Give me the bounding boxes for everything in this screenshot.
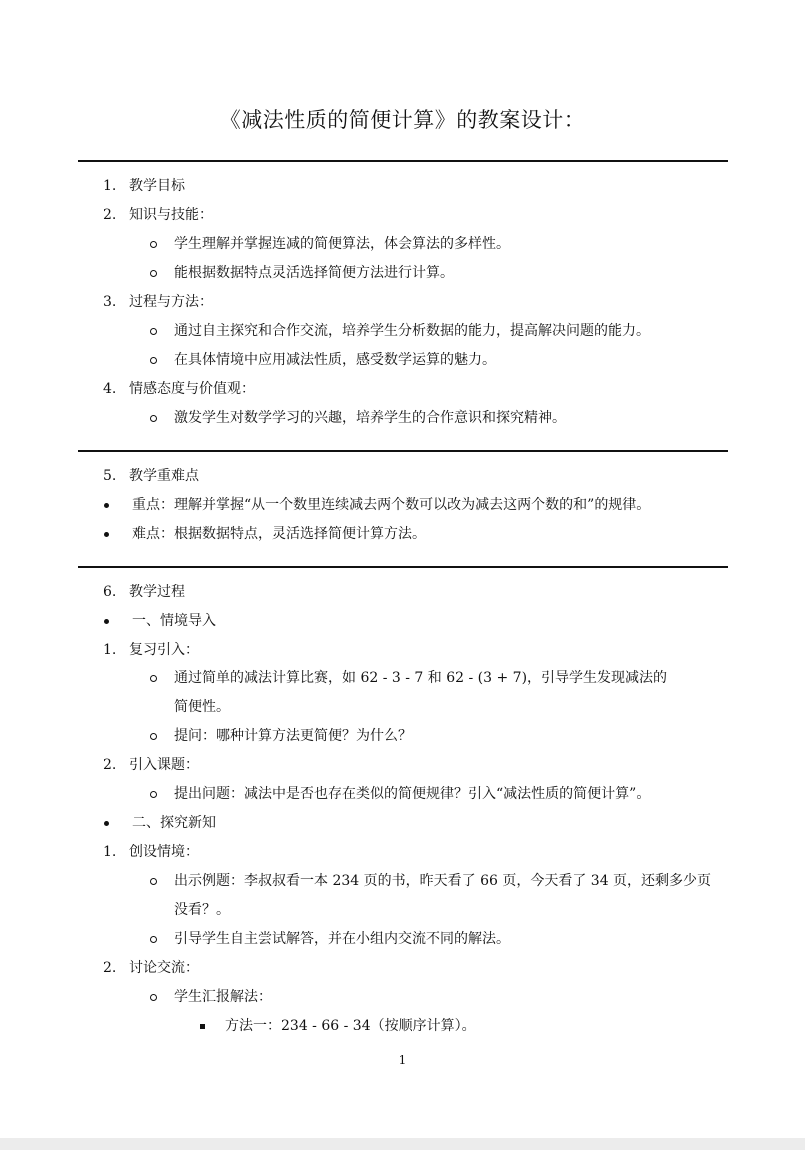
heading-review xyxy=(103,640,199,660)
list-item xyxy=(132,611,216,631)
list-item-text: 出示例题：李叔叔看一本 234 页的书，昨天看了 66 页，今天看了 34 页，还剩多少页 xyxy=(174,873,712,889)
list-item-text: 通过简单的减法计算比赛，如 62 - 3 - 7 和 62 - (3 + 7)，引导学生发现减法的 xyxy=(174,670,668,686)
list-item-text: 提出问题：减法中是否也存在类似的简便规律？引入“减法性质的简便计算”。 xyxy=(174,786,651,802)
list-item xyxy=(174,350,496,370)
list-item-text: 在具体情境中应用减法性质，感受数学运算的魅力。 xyxy=(174,352,496,368)
heading-knowledge-skills xyxy=(103,205,213,225)
item-number: 1. xyxy=(103,642,117,658)
list-item xyxy=(174,408,566,428)
heading-text: 情感态度与价值观： xyxy=(129,381,255,397)
circle-bullet-icon xyxy=(150,994,157,1001)
circle-bullet-icon xyxy=(150,675,157,682)
document-title: 《减法性质的简便计算》的教案设计： xyxy=(219,108,586,132)
heading-text: 教学重难点 xyxy=(129,468,199,484)
list-item-text: 二、探究新知 xyxy=(132,815,216,831)
square-bullet-icon xyxy=(200,1024,205,1029)
circle-bullet-icon xyxy=(150,357,157,364)
circle-bullet-icon xyxy=(150,415,157,422)
bullet-icon xyxy=(104,821,109,826)
circle-bullet-icon xyxy=(150,936,157,943)
page-footer-strip xyxy=(0,1138,805,1150)
list-item xyxy=(174,263,454,283)
bullet-icon xyxy=(104,532,109,537)
heading-teaching-goals xyxy=(103,176,185,196)
list-item xyxy=(174,784,650,804)
circle-bullet-icon xyxy=(150,328,157,335)
heading-text: 过程与方法： xyxy=(129,294,213,310)
section-divider xyxy=(78,566,728,568)
heading-teaching-process xyxy=(103,582,185,602)
list-item xyxy=(225,1016,476,1036)
circle-bullet-icon xyxy=(150,791,157,798)
item-number: 1. xyxy=(103,844,117,860)
list-item-text: 重点：理解并掌握“从一个数里连续减去两个数可以改为减去这两个数的和”的规律。 xyxy=(132,497,651,513)
section-divider xyxy=(78,160,728,162)
heading-attitude-values xyxy=(103,379,255,399)
bullet-icon xyxy=(104,503,109,508)
heading-text: 教学过程 xyxy=(129,584,185,600)
bullet-icon xyxy=(104,619,109,624)
heading-text: 创设情境： xyxy=(129,844,199,860)
circle-bullet-icon xyxy=(150,878,157,885)
list-item-text: 引导学生自主尝试解答，并在小组内交流不同的解法。 xyxy=(174,931,510,947)
list-item xyxy=(174,987,272,1007)
item-number: 6. xyxy=(103,584,117,600)
list-item-text: 激发学生对数学学习的兴趣，培养学生的合作意识和探究精神。 xyxy=(174,410,566,426)
list-item-text: 学生理解并掌握连减的简便算法，体会算法的多样性。 xyxy=(174,236,510,252)
list-item xyxy=(132,495,650,515)
circle-bullet-icon xyxy=(150,241,157,248)
heading-process-methods xyxy=(103,292,213,312)
item-number: 4. xyxy=(103,381,117,397)
heading-create-scenario xyxy=(103,842,199,862)
heading-text: 教学目标 xyxy=(129,178,185,194)
list-item-continuation: 没看？。 xyxy=(174,902,230,918)
list-item xyxy=(174,668,667,688)
list-item-text: 通过自主探究和合作交流，培养学生分析数据的能力，提高解决问题的能力。 xyxy=(174,323,650,339)
list-item-text: 学生汇报解法： xyxy=(174,989,272,1005)
page-number: 1 xyxy=(398,1053,407,1067)
heading-text: 引入课题： xyxy=(129,757,199,773)
heading-text: 讨论交流： xyxy=(129,960,199,976)
list-item xyxy=(132,813,216,833)
item-number: 2. xyxy=(103,960,117,976)
heading-introduce-topic xyxy=(103,755,199,775)
list-item-text: 方法一：234 - 66 - 34（按顺序计算）。 xyxy=(225,1018,476,1034)
list-item-text: 难点：根据数据特点，灵活选择简便计算方法。 xyxy=(132,526,426,542)
heading-text: 知识与技能： xyxy=(129,207,213,223)
list-item xyxy=(174,929,510,949)
item-number: 2. xyxy=(103,207,117,223)
heading-discussion xyxy=(103,958,199,978)
list-item xyxy=(174,321,650,341)
item-number: 3. xyxy=(103,294,117,310)
list-item xyxy=(132,524,426,544)
list-item xyxy=(174,234,510,254)
section-divider xyxy=(78,450,728,452)
list-item-continuation: 简便性。 xyxy=(174,699,230,715)
list-item-text: 一、情境导入 xyxy=(132,613,216,629)
list-item-text: 能根据数据特点灵活选择简便方法进行计算。 xyxy=(174,265,454,281)
heading-text: 复习引入： xyxy=(129,642,199,658)
list-item-text: 提问：哪种计算方法更简便？为什么？ xyxy=(174,728,412,744)
circle-bullet-icon xyxy=(150,270,157,277)
heading-key-points xyxy=(103,466,199,486)
circle-bullet-icon xyxy=(150,733,157,740)
list-item xyxy=(174,726,412,746)
item-number: 2. xyxy=(103,757,117,773)
item-number: 1. xyxy=(103,178,117,194)
item-number: 5. xyxy=(103,468,117,484)
list-item xyxy=(174,871,711,891)
